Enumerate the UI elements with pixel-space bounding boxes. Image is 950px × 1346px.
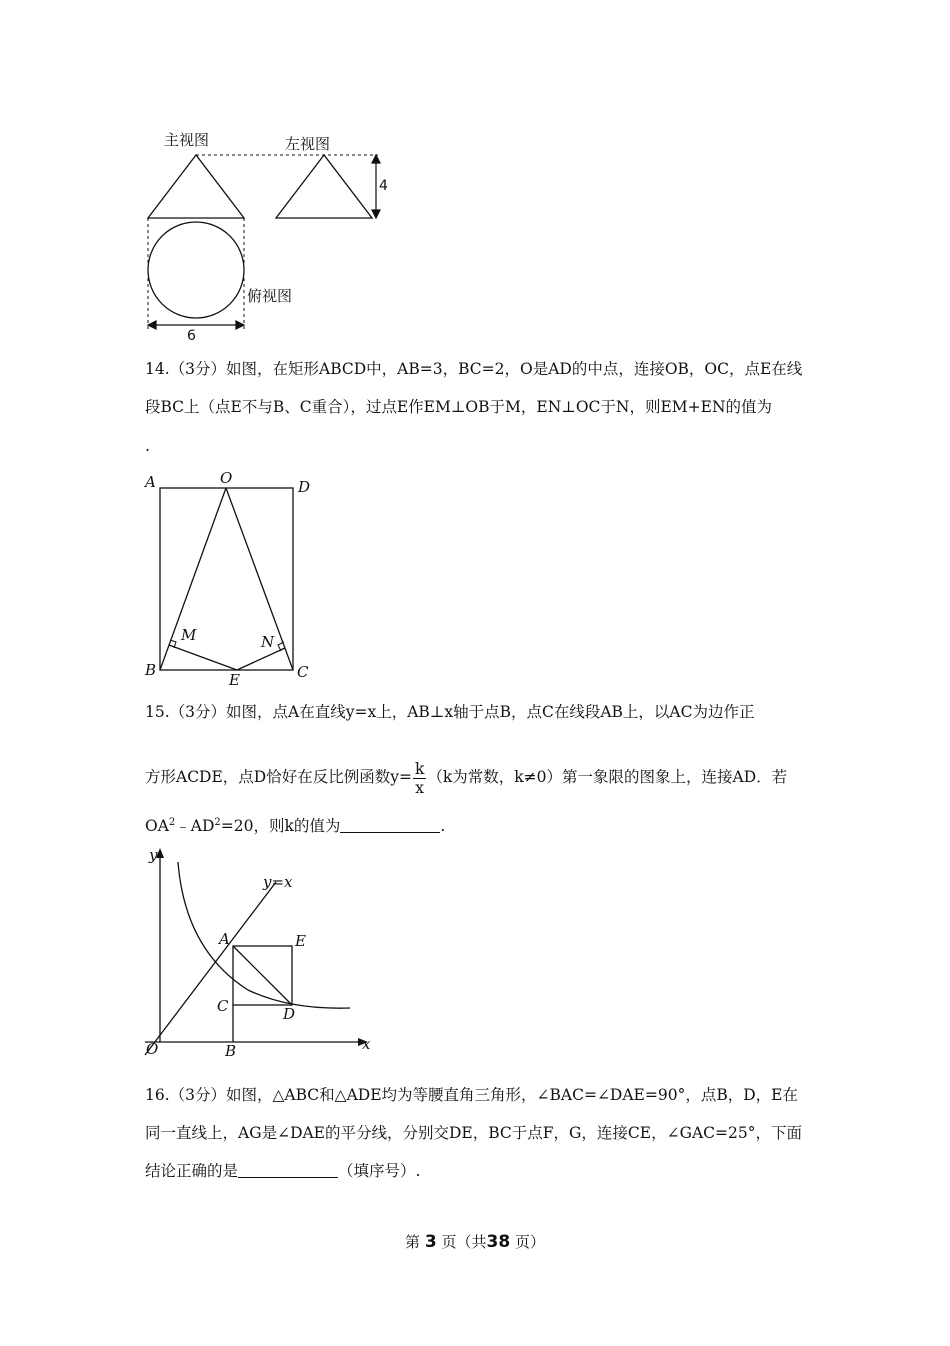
fraction-numerator: k	[414, 759, 425, 778]
q15-line2-post: （k为常数，k≠0）第一象限的图象上，连接AD．若	[427, 768, 788, 786]
front-view-label: 主视图	[164, 131, 210, 149]
q15-sup1: 2	[168, 817, 176, 828]
width-dim-label: 6	[187, 328, 196, 344]
side-view-label: 左视图	[285, 135, 331, 153]
q16-line3-post: （填序号）.	[338, 1162, 421, 1180]
page-footer	[0, 1231, 950, 1252]
label-o: O	[220, 469, 233, 487]
height-arrow-bottom	[372, 210, 380, 218]
q16-line1: 16.（3分）如图，△ABC和△ADE均为等腰直角三角形，∠BAC=∠DAE=90°，点B，D，E在	[145, 1086, 798, 1104]
width-arrow-left	[148, 321, 156, 329]
q15-line3-end: .	[440, 817, 446, 835]
label-a15: A	[219, 930, 230, 948]
segment-em	[169, 645, 237, 670]
fraction-k-over-x	[413, 760, 426, 797]
q15-ad: ﹣AD	[175, 817, 215, 835]
top-view-label: 俯视图	[247, 287, 293, 305]
q15-drawing	[0, 840, 400, 1070]
height-dim-label: 4	[379, 178, 388, 194]
label-c: C	[297, 663, 309, 681]
q16-line3-pre: 结论正确的是	[145, 1162, 239, 1180]
q15-line3-text: =20，则k的值为	[220, 817, 341, 835]
answer-blank-q15[interactable]	[340, 817, 440, 833]
top-view-circle	[148, 222, 244, 318]
fraction-denominator: x	[415, 778, 425, 797]
q15-sup2: 2	[214, 817, 221, 828]
label-d15: D	[283, 1005, 296, 1023]
q16-line2: 同一直线上，AG是∠DAE的平分线，分别交DE，BC于点F，G，连接CE，∠GAC=25°，下面	[145, 1124, 802, 1142]
height-arrow-top	[372, 155, 380, 163]
total-pages: 38	[486, 1232, 511, 1252]
q15-oa: OA	[145, 817, 169, 835]
label-m: M	[181, 626, 197, 644]
label-b: B	[145, 661, 157, 679]
q14-drawing	[0, 460, 400, 690]
footer-mid: 页（共	[441, 1233, 487, 1251]
q15-line1: 15.（3分）如图，点A在直线y=x上，AB⊥x轴于点B，点C在线段AB上，以AC为边作正	[145, 703, 755, 721]
label-line: y=x	[263, 873, 293, 891]
three-views-drawing	[0, 0, 950, 360]
q15-line2-pre: 方形ACDE，点D恰好在反比例函数y=	[145, 768, 412, 786]
label-n: N	[261, 633, 275, 651]
segment-en	[237, 648, 285, 670]
front-view-triangle	[148, 155, 244, 218]
label-o15: O	[146, 1040, 159, 1058]
label-d: D	[298, 478, 311, 496]
page-number: 3	[424, 1232, 437, 1252]
q14-line2: 段BC上（点E不与B、C重合），过点E作EM⊥OB于M，EN⊥OC于N，则EM+EN的值为	[145, 398, 773, 416]
q15-line2	[145, 755, 810, 799]
side-view-triangle	[276, 155, 372, 218]
footer-pre: 第	[405, 1233, 421, 1251]
q15-line3	[145, 816, 810, 836]
label-y-axis: y	[149, 846, 158, 864]
label-e: E	[229, 671, 240, 689]
answer-blank-q16[interactable]	[238, 1162, 338, 1178]
width-arrow-right	[236, 321, 244, 329]
footer-post: 页）	[514, 1233, 545, 1251]
label-c15: C	[217, 997, 229, 1015]
label-x-axis: x	[362, 1035, 371, 1053]
label-e15: E	[295, 932, 306, 950]
q14-line1: 14.（3分）如图，在矩形ABCD中，AB=3，BC=2，O是AD的中点，连接OB，OC，点E在线	[145, 360, 803, 378]
label-a: A	[145, 473, 156, 491]
q16-line3	[145, 1161, 810, 1181]
label-b15: B	[225, 1042, 237, 1060]
q14-line3: .	[145, 437, 150, 455]
